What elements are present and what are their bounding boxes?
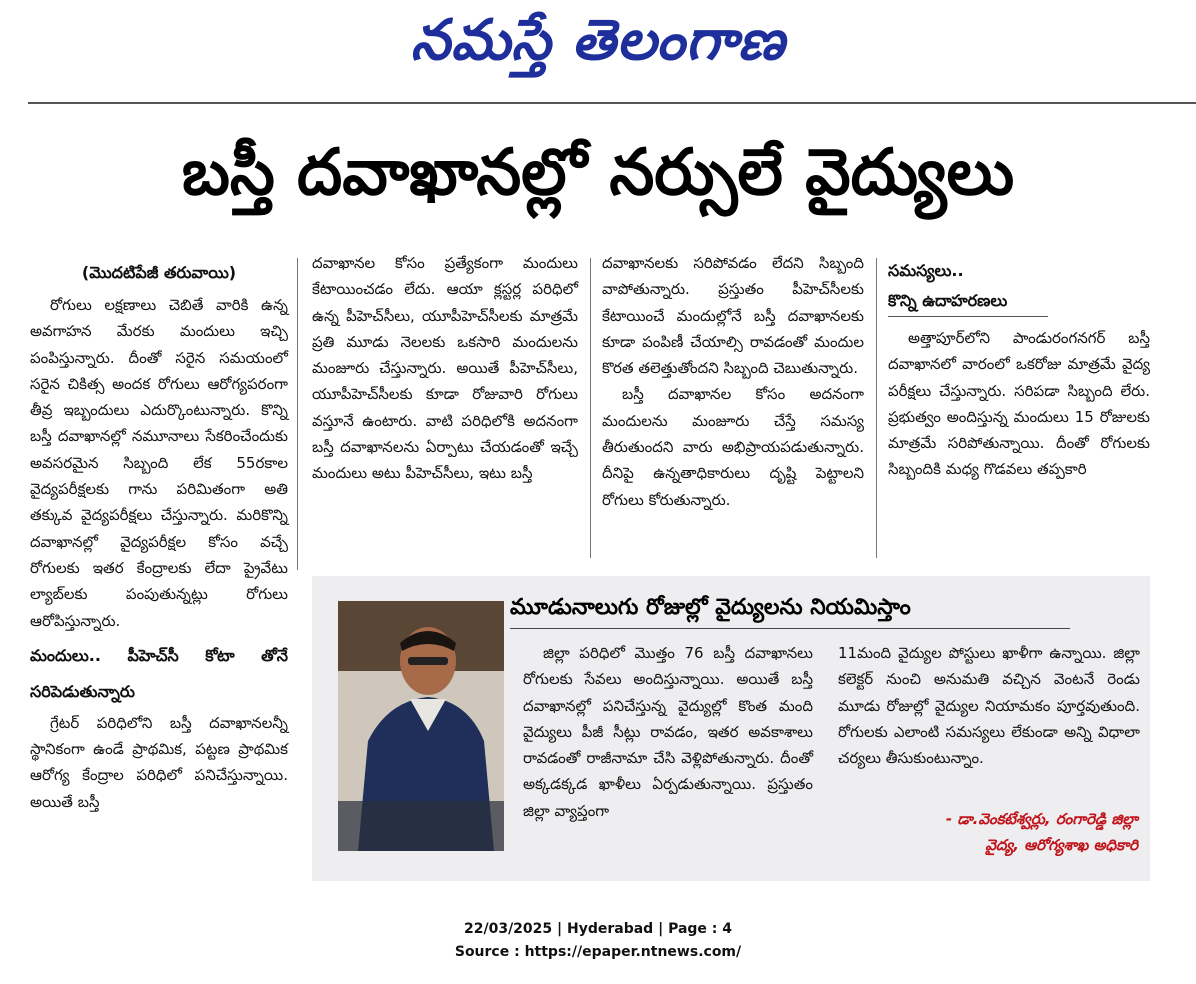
article-column-3 bbox=[602, 250, 864, 513]
article-column-2 bbox=[312, 250, 578, 487]
newspaper-logo: నమస్తే తెలంగాణ bbox=[410, 8, 786, 73]
col4-heading-1: సమస్యలు.. bbox=[888, 261, 964, 280]
attribution-name: - డా.వెంకటేశ్వర్లు, రంగారెడ్డి జిల్లా bbox=[945, 810, 1138, 828]
article-column-1 bbox=[30, 254, 288, 815]
source-link[interactable]: Source : https://epaper.ntnews.com/ bbox=[454, 944, 742, 960]
col3-paragraph-2: బస్తీ దవాఖానల కోసం అదనంగా మందులను మంజూరు చేస్తే సమస్య తీరుతుందని వారు అభిప్రాయపడుతున్నారు. దీనిపై ఉన్నతాధికారులు దృష్టి పెట్టాలని రోగులు కోరుతున్నారు. bbox=[602, 385, 864, 509]
col2-paragraph-1: దవాఖానల కోసం ప్రత్యేకంగా మందులు కేటాయించడం లేదు. ఆయా క్లస్టర్ల పరిధిలో ఉన్న పీహెచ్‌సీలు, యూపీహెచ్‌సీలకు మాత్రమే ప్రతి మూడు నెలలకు ఒకసారి మందులను మంజూరు చేస్తున్నారు. అయితే పీహెచ్‌సీలు, యూపీహెచ్‌సీలకు కూడా రోజువారి రోగులు వస్తూనే ఉంటారు. వాటి పరిధిలోకి అదనంగా బస్తీ దవాఖానలను ఏర్పాటు చేయడంతో ఇచ్చే మందులు అటు పీహెచ్‌సీలు, ఇటు బస్తీ bbox=[312, 254, 578, 483]
masthead-divider bbox=[28, 102, 1196, 104]
page-footer bbox=[0, 918, 1196, 964]
col3-paragraph-1: దవాఖానలకు సరిపోవడం లేదని సిబ్బంది వాపోతున్నారు. ప్రస్తుతం పీహెచ్‌సీలకు కేటాయించే మందుల్లోనే బస్తీ దవాఖానలకు కూడా పంపిణీ చేయాల్సి రావడంతో మందుల కొరత తలెత్తుతోందని సిబ్బంది చెబుతున్నారు. bbox=[602, 254, 864, 378]
portrait-illustration bbox=[338, 601, 504, 851]
quote-paragraph-2: 11మంది వైద్యుల పోస్టులు ఖాళీగా ఉన్నాయి. జిల్లా కలెక్టర్ నుంచి అనుమతి వచ్చిన వెంటనే రెండు మూడు రోజుల్లో వైద్యుల నియామకం పూర్తవుతుంది. రోగులకు ఎలాంటి సమస్యలు లేకుండా అన్ని విధాలా చర్యలు తీసుకుంటున్నాం. bbox=[838, 644, 1140, 768]
column-divider bbox=[297, 258, 298, 570]
col1-paragraph-1: రోగులు లక్షణాలు చెబితే వారికి ఉన్న అవగాహన మేరకు మందులు ఇచ్చి పంపిస్తున్నారు. దీంతో సరైన సమయంలో సరైన చికిత్స అందక రోగులు ఆరోగ్యపరంగా తీవ్ర ఇబ్బందులు ఎదుర్కొంటున్నారు. కొన్ని బస్తీ దవాఖానల్లో నమూనాలు సేకరించేందుకు అవసరమైన సిబ్బంది లేక 55రకాల వైద్యపరీక్షలకు గాను పరిమితంగా అతి తక్కువ వైద్యపరీక్షలు చేస్తున్నారు. మరికొన్ని దవాఖానల్లో వైద్యపరీక్షల కోసం వచ్చే రోగులకు ఇతర కేంద్రాలకు లేదా ప్రైవేటు ల్యాబ్‌లకు పంపుతున్నట్లు రోగులు ఆరోపిస్తున్నారు. bbox=[30, 296, 288, 630]
quote-column-1 bbox=[523, 640, 813, 824]
article-headline: బస్తీ దవాఖానల్లో నర్సులే వైద్యులు bbox=[181, 136, 1015, 210]
col1-subheading: మందులు.. పీహెచ్‌సీ కోటా తోనే సరిపెడుతున్నారు bbox=[30, 645, 288, 701]
article-column-4 bbox=[888, 256, 1150, 483]
quote-box-title: మూడునాలుగు రోజుల్లో వైద్యులను నియమిస్తాం bbox=[510, 595, 911, 620]
continued-label: (మొదటిపేజీ తరువాయి) bbox=[81, 263, 237, 282]
quote-paragraph-1: జిల్లా పరిధిలో మొత్తం 76 బస్తీ దవాఖానలు రోగులకు సేవలు అందిస్తున్నాయి. అయితే బస్తీ దవాఖానల్లో పనిచేస్తున్న వైద్యుల్లో కొంత మంది వైద్యులు పీజీ సీట్లు రావడం, ఇతర అవకాశాలు రావడంతో రాజీనామా చేసి వెళ్లిపోతున్నారు. దీంతో అక్కడక్కడ ఖాళీలు ఏర్పడుతున్నాయి. ప్రస్తుతం జిల్లా వ్యాప్తంగా bbox=[523, 644, 813, 820]
column-divider bbox=[876, 258, 877, 558]
col4-heading-2: కొన్ని ఉదాహరణలు bbox=[888, 286, 1048, 317]
masthead bbox=[0, 0, 1196, 95]
quote-column-2 bbox=[838, 640, 1140, 771]
col4-paragraph-1: అత్తాపూర్‌లోని పాండురంగనగర్ బస్తీ దవాఖానలో వారంలో ఒకరోజు మాత్రమే వైద్య పరీక్షలు చేస్తున్నారు. సరిపడా సిబ్బంది లేరు. ప్రభుత్వం అందిస్తున్న మందులు 15 రోజులకు మాత్రమే సరిపోతున్నాయి. దీంతో రోగులకు సిబ్బందికి మధ్య గొడవలు తప్పకారి bbox=[888, 329, 1150, 479]
quote-title-underline bbox=[510, 628, 1070, 629]
quote-attribution bbox=[838, 806, 1138, 858]
official-photo bbox=[338, 601, 504, 851]
column-divider bbox=[590, 258, 591, 558]
attribution-title: వైద్య, ఆరోగ్యశాఖ అధికారి bbox=[985, 836, 1138, 854]
edition-info: 22/03/2025 | Hyderabad | Page : 4 bbox=[463, 921, 733, 937]
col1-paragraph-2: గ్రేటర్ పరిధిలోని బస్తీ దవాఖానలన్నీ స్థానికంగా ఉండే ప్రాథమిక, పట్టణ ప్రాథమిక ఆరోగ్య కేంద్రాల పరిధిలో పనిచేస్తున్నాయి. అయితే బస్తీ bbox=[30, 713, 288, 811]
